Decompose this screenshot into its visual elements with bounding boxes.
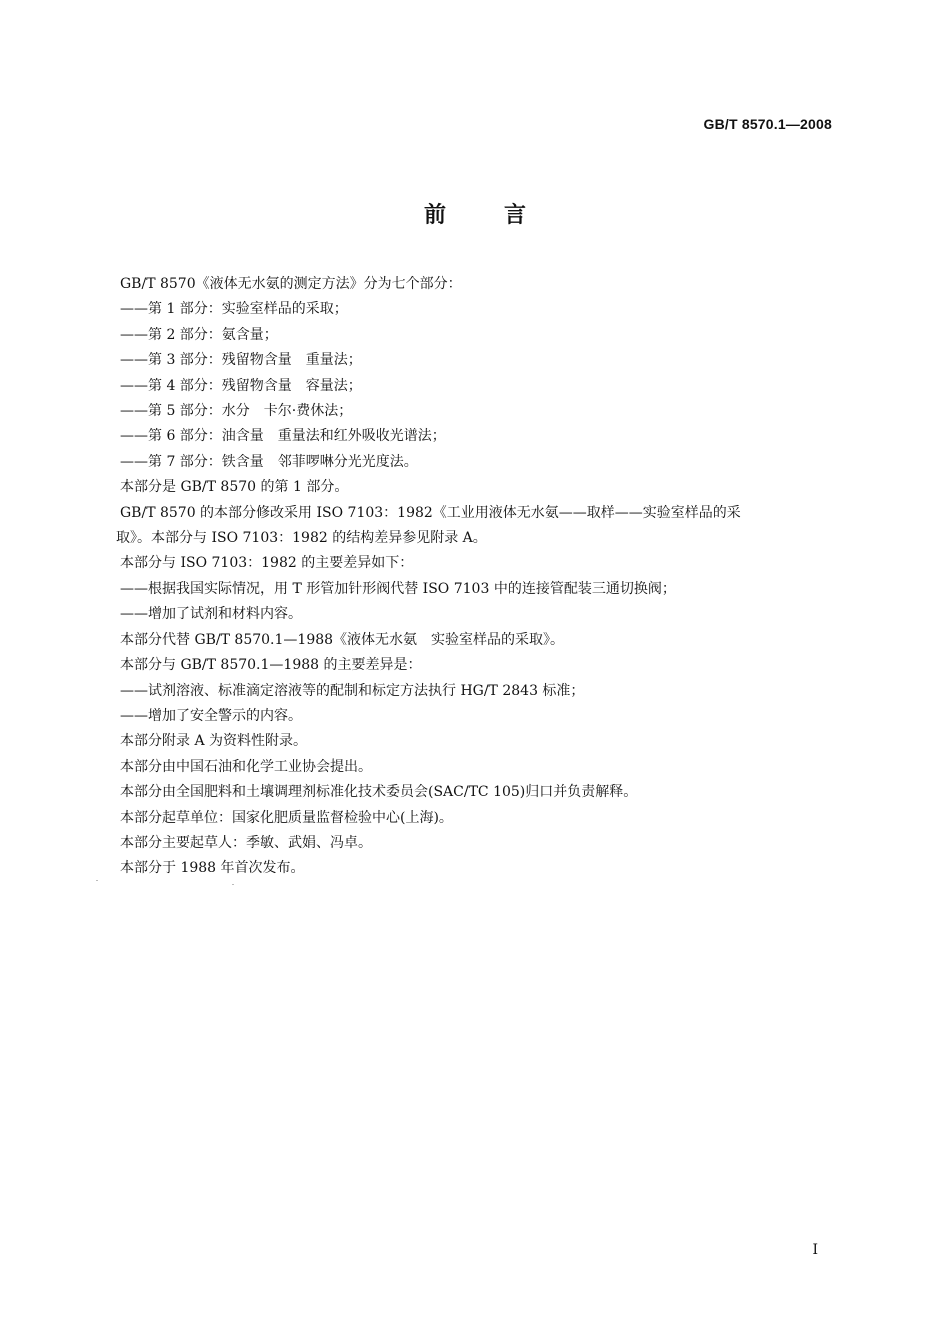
text-line: ——第 6 部分：油含量 重量法和红外吸收光谱法； — [120, 428, 446, 445]
text-line: GB/T 8570 的本部分修改采用 ISO 7103：1982《工业用液体无水氨——取样——实验室样品的采 — [120, 504, 741, 521]
preface-body — [116, 272, 835, 882]
scan-speck — [96, 880, 98, 881]
text-line: 本部分与 GB/T 8570.1—1988 的主要差异是： — [120, 657, 422, 674]
text-line: 本部分由中国石油和化学工业协会提出。 — [120, 758, 372, 775]
standard-code: GB/T 8570.1—2008 — [703, 116, 832, 132]
page-number: I — [812, 1242, 818, 1258]
text-line: ——增加了安全警示的内容。 — [120, 707, 302, 724]
text-line: 本部分主要起草人：季敏、武娟、冯卓。 — [120, 834, 372, 851]
text-line: 本部分与 ISO 7103：1982 的主要差异如下： — [120, 555, 414, 572]
text-line: 本部分附录 A 为资料性附录。 — [120, 733, 308, 750]
title-char-2: 言 — [504, 203, 527, 228]
text-line: ——第 4 部分：残留物含量 容量法； — [120, 377, 362, 394]
text-line: GB/T 8570《液体无水氨的测定方法》分为七个部分： — [120, 276, 462, 292]
text-line: ——第 3 部分：残留物含量 重量法； — [120, 352, 362, 369]
text-line: ——试剂溶液、标准滴定溶液等的配制和标定方法执行 HG/T 2843 标准； — [120, 682, 585, 699]
title-char-1: 前 — [423, 203, 446, 228]
iso-adoption-paragraph — [116, 501, 835, 552]
text-line: ——增加了试剂和材料内容。 — [120, 606, 302, 623]
page-title — [0, 198, 950, 229]
text-line: ——第 2 部分：氨含量； — [120, 326, 278, 343]
text-line: 本部分起草单位：国家化肥质量监督检验中心(上海)。 — [120, 809, 453, 826]
text-line: ——第 7 部分：铁含量 邻菲啰啉分光光度法。 — [120, 453, 418, 470]
text-line: 本部分代替 GB/T 8570.1—1988《液体无水氨 实验室样品的采取》。 — [120, 631, 565, 648]
text-line: ——根据我国实际情况，用 T 形管加针形阀代替 ISO 7103 中的连接管配装三通切换阀； — [120, 580, 676, 597]
text-line: ——第 1 部分：实验室样品的采取； — [120, 301, 348, 318]
text-line: 本部分是 GB/T 8570 的第 1 部分。 — [120, 479, 349, 496]
text-line: 本部分于 1988 年首次发布。 — [120, 860, 305, 877]
text-line: ——第 5 部分：水分 卡尔·费休法； — [120, 403, 353, 420]
text-line: 取》。本部分与 ISO 7103：1982 的结构差异参见附录 A。 — [116, 530, 487, 547]
scan-speck — [232, 884, 234, 885]
text-line: 本部分由全国肥料和土壤调理剂标准化技术委员会(SAC/TC 105)归口并负责解释。 — [120, 784, 638, 801]
